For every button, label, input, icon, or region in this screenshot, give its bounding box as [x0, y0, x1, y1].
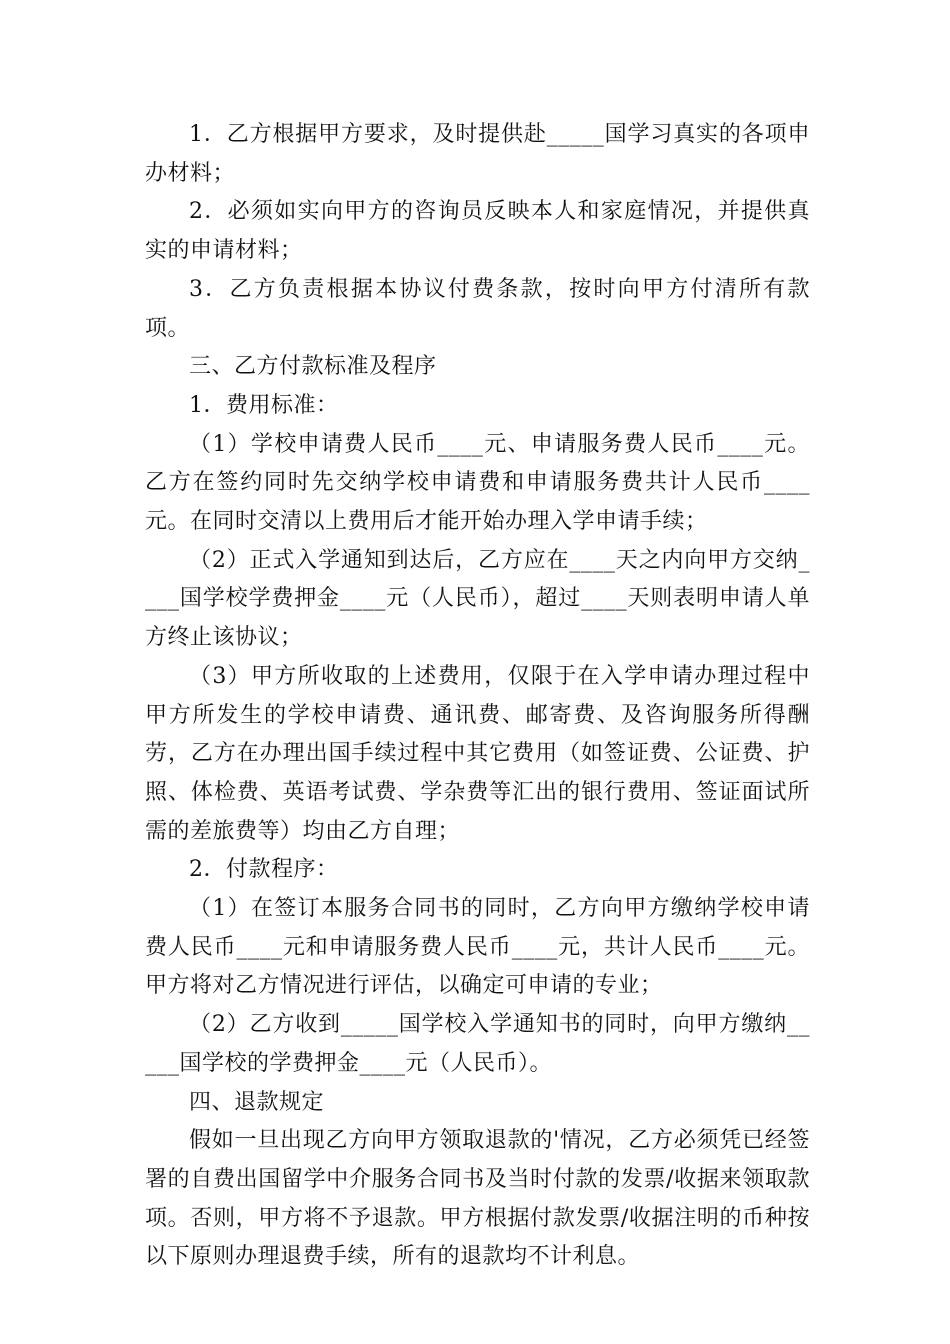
section-heading-4: 四、退款规定	[189, 1089, 325, 1115]
paragraph-item-3: 3．乙方负责根据本协议付费条款，按时向甲方付清所有款项。	[145, 276, 810, 341]
paragraph-item-1: 1．乙方根据甲方要求，及时提供赴_____国学习真实的各项申办材料；	[145, 122, 810, 186]
subsection-heading-fee-standard: 1．费用标准：	[189, 392, 339, 418]
paragraph-fee-2: （2）正式入学通知到达后，乙方应在____天之内向甲方交纳____国学校学费押金____元（人民币），超过____天则表明申请人单方终止该协议；	[145, 547, 810, 651]
paragraph-fee-3: （3）甲方所收取的上述费用，仅限于在入学申请办理过程中甲方所发生的学校申请费、通讯费、邮寄费、及咨询服务所得酬劳，乙方在办理出国手续过程中其它费用（如签证费、公证费、护照、体检费、英语考试费、学杂费等汇出的银行费用、签证面试所需的差旅费等）均由乙方自理；	[145, 663, 810, 844]
paragraph-payment-1: （1）在签订本服务合同书的同时，乙方向甲方缴纳学校申请费人民币____元和申请服务费人民币____元，共计人民币____元。甲方将对乙方情况进行评估，以确定可申请的专业；	[145, 896, 810, 999]
paragraph-payment-2: （2）乙方收到_____国学校入学通知书的同时，向甲方缴纳_____国学校的学费押金____元（人民币）。	[145, 1012, 810, 1076]
document-body	[145, 116, 810, 1277]
subsection-heading-payment-procedure: 2．付款程序：	[189, 857, 339, 883]
paragraph-item-2: 2．必须如实向甲方的咨询员反映本人和家庭情况，并提供真实的申请材料；	[145, 199, 810, 264]
paragraph-refund: 假如一旦出现乙方向甲方领取退款的'情况，乙方必须凭已经签署的自费出国留学中介服务合同书及当时付款的发票/收据来领取款项。否则，甲方将不予退款。甲方根据付款发票/收据注明的币种按以下原则办理退费手续，所有的退款均不计利息。	[145, 1128, 810, 1270]
paragraph-fee-1: （1）学校申请费人民币____元、申请服务费人民币____元。乙方在签约同时先交纳学校申请费和申请服务费共计人民币____元。在同时交清以上费用后才能开始办理入学申请手续；	[145, 431, 810, 535]
section-heading-3: 三、乙方付款标准及程序	[189, 354, 437, 380]
